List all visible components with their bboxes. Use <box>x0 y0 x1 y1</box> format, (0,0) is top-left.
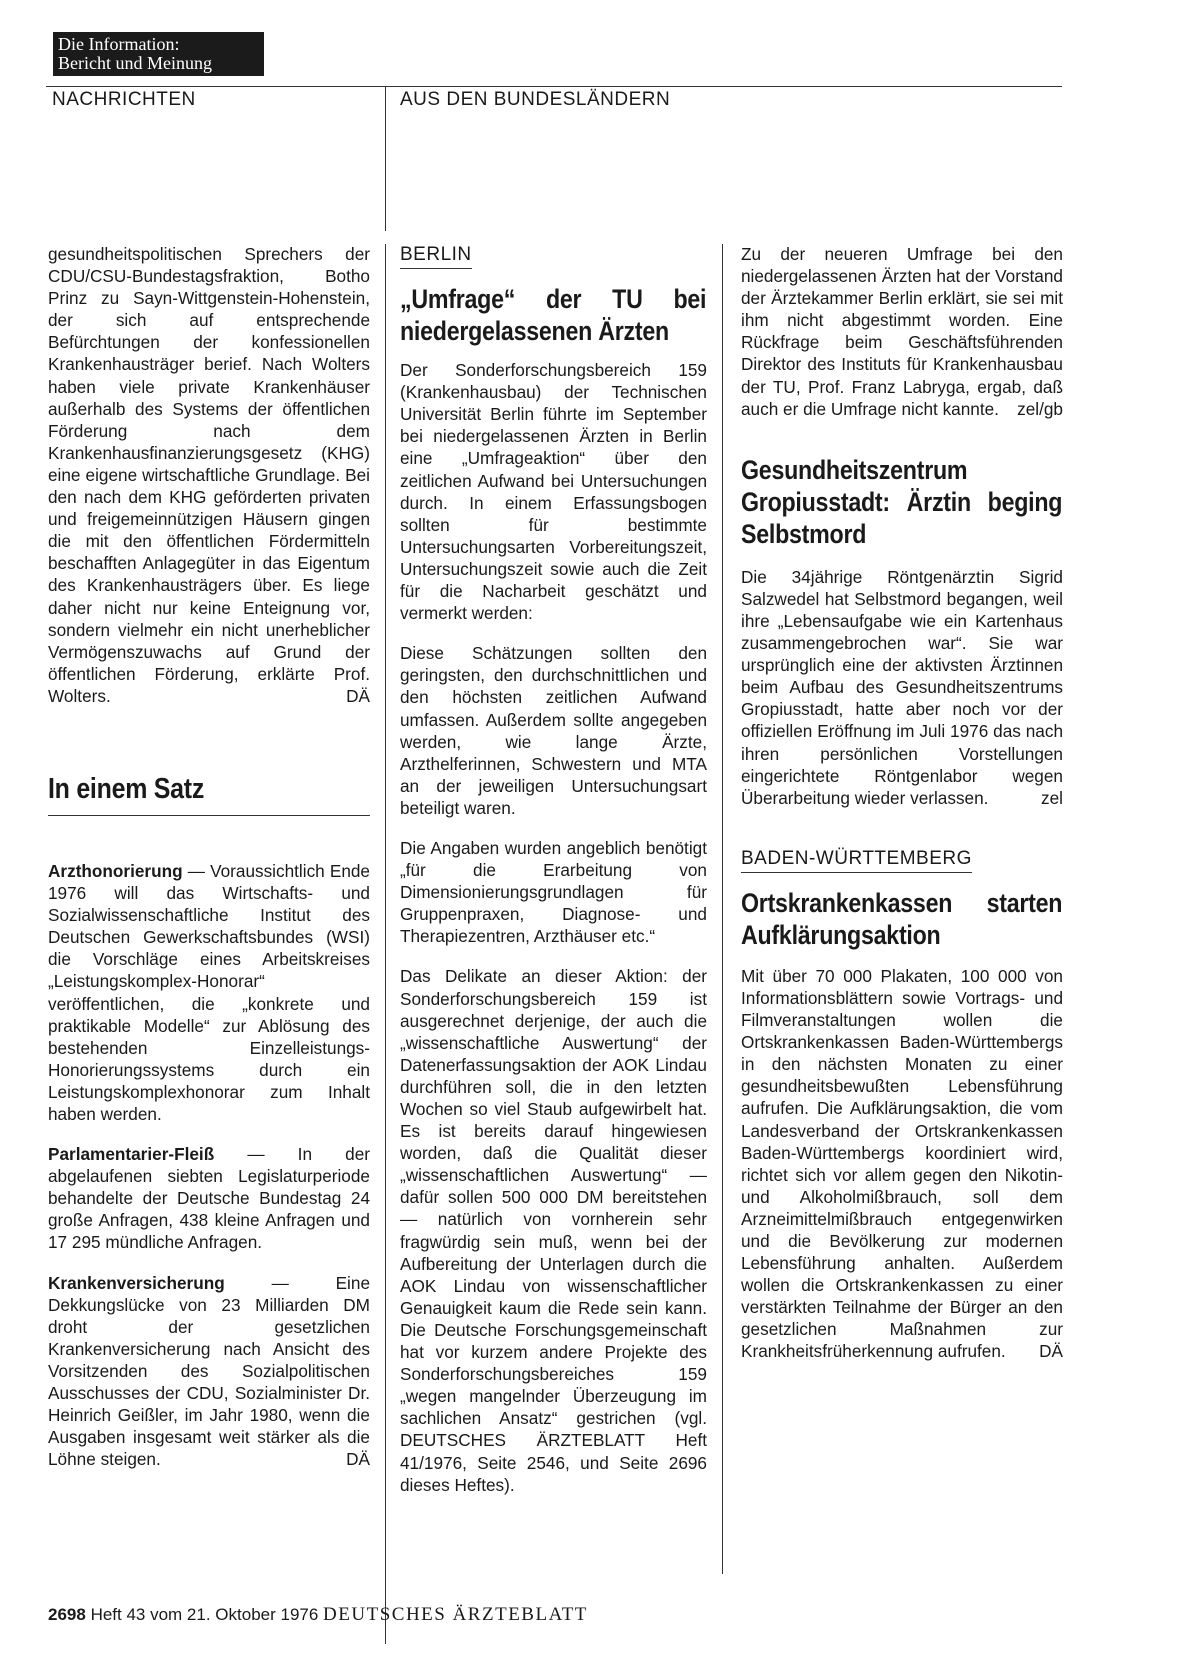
header-rule <box>46 86 1062 87</box>
column-1 <box>48 243 370 1488</box>
column-3 <box>741 243 1063 1381</box>
page-number: 2698 <box>48 1605 86 1624</box>
issue-info: Heft 43 vom 21. Oktober 1976 <box>90 1605 319 1624</box>
section-label-left: NACHRICHTEN <box>52 89 196 110</box>
author-signature: DÄ <box>346 685 370 706</box>
continuation-paragraph: gesundheitspolitischen Sprechers der CDU/CSU-Bundestagsfraktion, Botho Prinz zu Sayn-Wittgenstein-Hohenstein, der sich auf entsprechende Befürchtungen der konfessionellen Krankenhausträger berief. Nach Wolters haben viele private Krankenhäuser außerhalb des Systems der öffentlichen Förderung nach dem Krankenhausfinanzierungsgesetz (KHG) eine eigene wirtschaftliche Grundlage. Bei den nach dem KHG geförderten privaten und freigemeinnützigen Häusern gingen die mit den öffentlichen Fördermitteln beschafften Anlagegüter in das Eigentum des Krankenhausträgers über. Es liege daher nicht nur keine Enteignung vor, sondern vielmehr ein nicht unerheblicher Vermögenszuwachs auf Grund der öffentlichen Förderung, erklärte Prof. Wolters. DÄ <box>48 244 370 706</box>
section-title-rule <box>48 815 370 816</box>
header-divider <box>385 86 386 231</box>
section-title: In einem Satz <box>48 772 205 805</box>
page-footer <box>48 1604 588 1626</box>
region-kicker: BERLIN <box>400 244 472 269</box>
article-paragraph: Die Angaben wurden angeblich benötigt „für die Erarbeitung von Dimensionierungsgrundlagen für Gruppenpraxen, Diagnose- und Therapiezentren, Arzthäuser etc.“ <box>400 837 707 947</box>
news-item: Arzthonorierung — Voraussichtlich Ende 1976 will das Wirtschafts- und Sozialwissenschaftliche Institut des Deutschen Gewerkschaftsbundes (WSI) die Vorschläge eines Arbeitskreises „Leistungskomplex-Honorar“ veröffentlichen, die „konkrete und praktikable Modelle“ zur Ablösung des bestehenden Einzelleistungs-Honorierungssystems durch ein Leistungskomplexhonorar zum Inhalt haben werden. <box>48 860 370 1124</box>
article-paragraph: Zu der neueren Umfrage bei den niedergelassenen Ärzten hat der Vorstand der Ärztekammer Berlin erklärt, sie sei mit ihm nicht abgestimmt worden. Eine Rückfrage beim Geschäftsführenden Direktor des Instituts für Krankenhausbau der TU, Prof. Franz Labryga, ergab, daß auch er die Umfrage nicht kannte. zel/gb <box>741 244 1063 419</box>
column-rule-2 <box>722 244 723 1574</box>
news-item: Parlamentarier-Fleiß — In der abgelaufenen siebten Legislaturperiode behandelte der Deutsche Bundestag 24 große Anfragen, 438 kleine Anfragen und 17 295 mündliche Anfragen. <box>48 1144 370 1253</box>
badge-line-2: Bericht und Meinung <box>58 53 212 73</box>
badge-line-1: Die Information: <box>58 34 180 54</box>
author-signature: DÄ <box>1039 1341 1063 1362</box>
author-signature: zel/gb <box>1017 398 1063 419</box>
news-item: Krankenversicherung — Eine Dekkungslücke von 23 Milliarden DM droht der gesetzlichen Krankenversicherung nach Ansicht des Vorsitzenden des Sozialpolitischen Ausschusses der CDU, Sozialminister Dr. Heinrich Geißler, im Jahr 1980, wenn die Ausgaben insgesamt weit stärker als die Löhne steigen. DÄ <box>48 1272 370 1470</box>
article-paragraph: Das Delikate an dieser Aktion: der Sonderforschungsbereich 159 ist ausgerechnet derjenige, der auch die „wissenschaftliche Auswertung“ der Datenerfassungsaktion der AOK Lindau durchführen soll, die in den letzten Wochen so viel Staub aufgewirbelt hat. Es ist bereits darauf hingewiesen worden, daß die Qualität dieser „wissenschaftlichen Auswertung“ — dafür sollen 500 000 DM bereitstehen — natürlich von vornherein sehr fragwürdig sein muß, wenn bei der Aufbereitung der Unterlagen durch die AOK Lindau von wissenschaftlicher Genauigkeit kaum die Rede sein kann. Die Deutsche Forschungsgemeinschaft hat vor kurzem andere Projekte des Sonderforschungsbereiches 159 „wegen mangelnder Überzeugung im sachlichen Ansatz“ gestrichen (vgl. DEUTSCHES ÄRZTEBLATT Heft 41/1976, Seite 2546, und Seite 2696 dieses Heftes). <box>400 966 707 1495</box>
article-paragraph: Mit über 70 000 Plakaten, 100 000 von Informationsblättern sowie Vortrags- und Filmveranstaltungen wollen die Ortskrankenkassen Baden-Württembergs in den nächsten Monaten zu einer gesundheitsbewußten Lebensführung aufrufen. Die Aufklärungsaktion, die vom Landesverband der Ortskrankenkassen Baden-Württembergs koordiniert wird, richtet sich vor allem gegen den Nikotin- und Alkoholmißbrauch, soll dem Arzneimittelmißbrauch entgegenwirken und die Bevölkerung zur modernen Lebensführung anhalten. Außerdem wollen die Ortskrankenkassen zu einer verstärkten Teilnahme der Bürger an den gesetzlichen Maßnahmen zur Krankheitsfrüherkennung aufrufen. DÄ <box>741 965 1063 1362</box>
author-signature: zel <box>1041 787 1063 808</box>
article-paragraph: Diese Schätzungen sollten den geringsten, den durchschnittlichen und den höchsten zeitlichen Aufwand umfassen. Außerdem sollte angegeben werden, wie lange Ärzte, Arzthelferinnen, Schwestern und MTA an der jeweiligen Untersuchungsart beteiligt waren. <box>400 643 707 818</box>
article-headline: Gesundheitszentrum Gropiusstadt: Ärztin beging Selbstmord <box>741 454 1063 549</box>
section-label-right: AUS DEN BUNDESLÄNDERN <box>400 89 671 110</box>
region-kicker: BADEN-WÜRTTEMBERG <box>741 848 972 873</box>
article-headline: Ortskrankenkassen starten Aufklärungsaktion <box>741 887 1063 950</box>
article-paragraph: Der Sonderforschungsbereich 159 (Krankenhausbau) der Technischen Universität Berlin führte im September bei niedergelassenen Ärzten in Berlin eine „Umfrageaktion“ über den zeitlichen Aufwand bei Untersuchungen durch. In einem Erfassungsbogen sollten für bestimmte Untersuchungsarten Vorbereitungszeit, Untersuchungszeit sowie auch die Zeit für die Nacharbeit geschätzt und vermerkt werden: <box>400 360 707 624</box>
article-headline: „Umfrage“ der TU bei niedergelassenen Ärzten <box>400 284 707 347</box>
column-2 <box>400 243 707 1514</box>
article-paragraph: Die 34jährige Röntgenärztin Sigrid Salzwedel hat Selbstmord begangen, weil ihre „Lebensaufgabe wie ein Kartenhaus zusammengebrochen war“. Sie war ursprünglich eine der aktivsten Ärztinnen beim Aufbau des Gesundheitszentrums Gropiusstadt, hatte aber noch vor der offiziellen Eröffnung im Juli 1976 das nach ihren persönlichen Vorstellungen eingerichtete Röntgenlabor wegen Überarbeitung wieder verlassen. zel <box>741 566 1063 808</box>
column-rule-1 <box>385 244 386 1644</box>
author-signature: DÄ <box>346 1449 370 1470</box>
magazine-title: DEUTSCHES ÄRZTEBLATT <box>323 1604 588 1625</box>
section-badge <box>53 32 264 76</box>
